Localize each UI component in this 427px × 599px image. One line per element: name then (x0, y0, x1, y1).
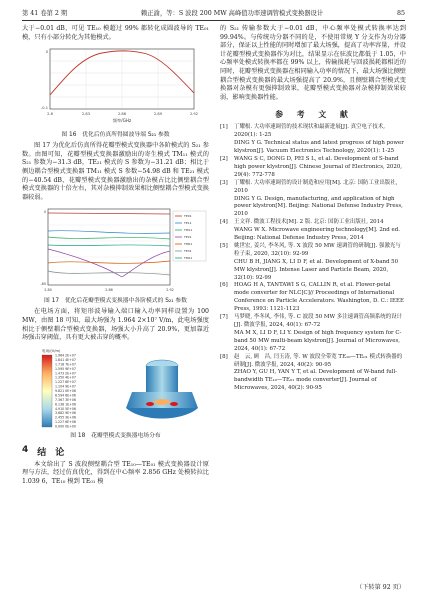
reference-number: [1] (220, 124, 228, 131)
section-heading-conclusion (22, 445, 209, 458)
reference-number: [4] (220, 219, 228, 226)
reference-text: MA M X, LI D F, LI Y. Design of high frequency system for C-band 50 MW multi-beam klystron[J]. Journal of Microwaves, 2024, 40(1): 67-72 (234, 329, 402, 352)
svg-text:TM21: TM21 (184, 256, 193, 261)
figure-16-plot (22, 45, 209, 131)
legend-value: 3.682 9E+06 (55, 410, 76, 415)
svg-text:2.83: 2.83 (81, 112, 91, 117)
reference-item (220, 369, 406, 393)
header-rule (22, 20, 405, 21)
reference-number (220, 259, 234, 283)
reference-item (220, 180, 406, 196)
reference-item (220, 330, 406, 354)
legend-value: 1.841 4E+07 (55, 357, 76, 362)
header-title: 赖正渝，等：S 波段 200 MW 高峰值功率速调管模式变换器设计 (141, 10, 324, 17)
legend-value: 1.473 2E+07 (55, 370, 76, 375)
reference-text: DING Y G. Design, manufacturing, and application of high power klystron[M]. Beijing: National Defense Industry Press, 2010 (234, 195, 403, 218)
legend-value: 1.104 9E+07 (55, 384, 76, 389)
reference-text: 王文祥. 微波工程技术[M]. 2 版. 北京: 国防工业出版社, 2014 (234, 219, 384, 226)
legend-value: 4.910 5E+06 (55, 406, 76, 411)
reference-item (220, 354, 406, 370)
references-heading: 参 考 文 献 (275, 110, 351, 120)
reference-text: HOAG H A, TANTAWI S G, CALLIN R, et al. Flower-petal mode converter for NLC[C]// Proceedings of International Conference on Particle Accelerators. Washington, D. C.: IEEE Press, 1993: 1121-1123 (234, 282, 404, 313)
svg-text:2.8: 2.8 (47, 112, 53, 117)
legend-value: 6.138 1E+06 (55, 402, 76, 407)
continued-note: （下转第 92 页） (356, 584, 405, 591)
reference-item (220, 282, 406, 314)
reference-text: WANG W X. Microwave engineering technology[M]. 2nd ed. Beijing: National Defense Industry Press, 2014 (234, 227, 400, 242)
figure-17 (22, 205, 209, 297)
reference-number (220, 140, 234, 156)
paragraph-conclusion: 本文给出了 S 波段侧壁耦合型 TE₁₀—TE₀₁ 模式变换器设计原理与方法，经过仿真优化，得到在中心频率 2.856 GHz 处模转拉比 1.039 6，TE₁₀ 模到 TE₀₁ 模 (22, 460, 209, 485)
figure-16-x-label: 频率/GHz (112, 118, 132, 124)
figure-17-caption: 图 17 优化后花瓣型模式变换器中各阶模式的 S₂₁ 参数 (44, 298, 187, 305)
paragraph-intro: 大于−0.01 dB，可见 TE₁₀ 模超过 99% 都转化成圆波导的 TE₀₁ 模，只有小部分转化为其他模式。 (22, 25, 209, 41)
section-number: 4 (22, 444, 29, 455)
legend-value: 1.227 6E+07 (55, 379, 76, 384)
reference-item (220, 219, 406, 227)
reference-item (220, 243, 406, 259)
reference-text: WANG S C, DONG D, PEI S L, et al. Development of S-band high power klystron[J]. Chinese Journal of Electronics, 2020, 29(4): 772-778 (234, 155, 403, 178)
reference-number: [7] (220, 314, 228, 321)
svg-text:2.92: 2.92 (166, 288, 174, 293)
svg-text:2.89: 2.89 (153, 112, 163, 117)
reference-text: 马梦晓, 李冬风, 李伟, 等. C 波段 50 MW 多注速调管高频系统的设计[J]. 微波学报, 2024, 40(1): 67-72 (234, 314, 403, 328)
reference-item (220, 314, 406, 330)
header-issue: 第 41 卷第 2 期 (22, 10, 68, 17)
reference-item (220, 140, 406, 156)
reference-number (220, 227, 234, 243)
legend-value: 2.455 3E+06 (55, 415, 76, 420)
legend-value: 0.000 0E+00 (55, 424, 76, 429)
reference-item (220, 124, 406, 140)
reference-text: CHU B H, JIANG X, LI D F, et al. Development of X-band 50 MW klystron[J]. Intense Laser and Particle Beam, 2020, 32(10): 92-99 (234, 258, 399, 281)
svg-text:-80: -80 (40, 282, 46, 287)
reference-item (220, 196, 406, 220)
reference-list (220, 124, 406, 393)
paragraph-conclusion-continued: 的 S₂₁ 传输参数大于−0.01 dB，中心频率处模式转换率达到 99.94%。与传统功分器不同的是，不使用常规 Y 分支作为功分器部分，保证以上性能的同时增加了最大场强，提高了功率容量，并设计花瓣型模式变换器作为对比，结果显示在驻波比都低于 1.05，中心频率处模式转换率都在 99% 以上，传输损耗与回波损耗都相近的同时，花瓣型模式变换器在相同输入功率的情况下，最大场强比侧壁耦合型模式变换器的最大场强提高了 20.9%，且侧壁耦合型模式变换器对杂模有更强抑制效果，花瓣型模式变换器对杂模抑制效果较弱，影响变换器性能。 (220, 25, 406, 101)
reference-number (220, 369, 234, 393)
svg-text:TE21: TE21 (184, 235, 192, 240)
reference-number: [5] (220, 242, 228, 249)
reference-number (220, 196, 234, 220)
legend-value: 1.964 2E+07 (55, 353, 76, 358)
figure-18-legend-title: 电场/(V/m) (42, 348, 61, 353)
reference-number: [2] (220, 155, 228, 162)
reference-text: DING Y G. Technical status and latest progress of high power klystron[J]. Vacuum Electronics Technology, 2020(1): 1-25 (234, 140, 404, 155)
reference-text: 赵 云, 顾 昌, 闫玉涛, 等. W 波段全带宽 TE₁₀—TE₀₁ 模式转换器的研制[J]. 微波学报, 2024, 40(2): 90-95 (234, 353, 403, 368)
paragraph-fig17-discussion: 图 17 为优化后仿真所得花瓣型模式变换器中各阶模式的 S₂₁ 参数。由图可知，花瓣型模式变换器激励出的寄生模式 TM₁₁ 模式的 S₂₁ 参数为−31.3 dB，TE₂₁ 模式的 S 参数为−31.21 dB；相比于侧边耦合型模式变换器 TM₁₁ 模式 S 参数−54.98 dB 和 TE₂₁ 模式的−40.54 dB，花瓣型模式变换器激励出的杂模占比比侧壁耦合型模式变换器的十倍左右，其对杂模抑制效果相比侧壁耦合型模式变换器较弱。 (22, 142, 209, 201)
left-column (22, 25, 209, 487)
svg-text:TE11: TE11 (184, 221, 192, 226)
reference-number (220, 330, 234, 354)
figure-17-plot (22, 205, 209, 297)
svg-text:2.80: 2.80 (44, 288, 52, 293)
reference-text: ZHAO Y, GU H, YAN Y T, et al. Development of W-band full-bandwidth TE₁₀—TE₀₁ mode converter[J]. Journal of Microwaves, 2024, 40(2): 90-95 (234, 369, 398, 392)
reference-number: [3] (220, 179, 228, 186)
reference-item (220, 259, 406, 283)
legend-value: 7.367 3E+06 (55, 397, 76, 402)
reference-text: 姚世宏, 姜兴, 李冬风, 等. X 波段 50 MW 速调管的研制[J]. 强激光与粒子束, 2020, 32(10): 92-99 (234, 242, 401, 257)
figure-18-field-plot (22, 346, 209, 432)
reference-item (220, 227, 406, 243)
svg-text:-0.1: -0.1 (40, 106, 48, 111)
figure-18-caption: 图 18 花瓣型模式变换器电场分布 (70, 432, 161, 439)
paragraph-field-strength: 在电场方面，将矩形波导输入端口输入功率同样设置为 100 MW，由图 18 可知，最大场强为 1.964 2×10⁷ V/m，此电场强度相比于侧壁耦合型模式变换器，场强大小升高了 20.9%，更加靠近场强击穿阈值，具有更大被击穿的概率。 (22, 308, 209, 342)
figure-16-caption: 图 16 优化后仿真所得圆波导端 S₂₁ 参数 (61, 132, 170, 139)
legend-value: 1.595 9E+07 (55, 366, 76, 371)
legend-value: 1.227 6E+06 (55, 419, 76, 424)
svg-text:TM11: TM11 (184, 228, 193, 233)
reference-text: 丁耀根. 大功率速调管的技术现状和最新进展[J]. 真空电子技术, 2020(1): 1-25 (234, 124, 386, 139)
legend-value: 9.821 0E+06 (55, 388, 76, 393)
figure-16 (22, 45, 209, 131)
svg-text:2.92: 2.92 (189, 112, 199, 117)
reference-item (220, 156, 406, 180)
header-page-number: 85 (396, 10, 405, 17)
figure-18 (22, 346, 209, 432)
reference-number: [6] (220, 282, 228, 289)
svg-text:2.86: 2.86 (105, 288, 113, 293)
right-column (220, 25, 406, 393)
reference-number: [8] (220, 353, 228, 360)
svg-text:0: 0 (43, 210, 46, 215)
figure-18-legend-values (55, 353, 76, 428)
legend-value: 1.350 4E+07 (55, 375, 76, 380)
svg-text:TE31: TE31 (184, 249, 192, 254)
section-title: 结 论 (37, 447, 65, 458)
svg-text:2.86: 2.86 (117, 112, 127, 117)
svg-text:0: 0 (45, 50, 48, 55)
legend-value: 1.718 7E+07 (55, 362, 76, 367)
svg-text:TM01: TM01 (184, 242, 193, 247)
reference-text: 丁耀根. 大功率速调管的设计制造和应用[M]. 北京: 国防工业出版社, 2010 (234, 179, 398, 194)
legend-value: 8.594 6E+06 (55, 393, 76, 398)
svg-text:TE01: TE01 (184, 214, 192, 219)
